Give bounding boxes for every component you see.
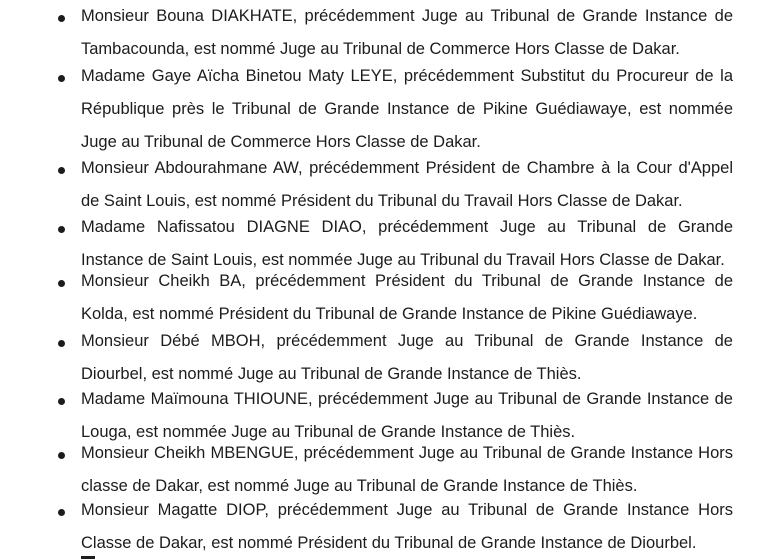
- bullet-icon: [58, 167, 65, 174]
- list-item-text: Madame Nafissatou DIAGNE DIAO, précédemment Juge au Tribunal de Grande Instance de Saint Louis, est nommée Juge au Tribunal du Travail Hors Classe de Dakar.: [81, 218, 733, 269]
- bullet-icon: [58, 452, 65, 459]
- bullet-icon: [58, 398, 65, 405]
- bullet-icon: [58, 75, 65, 82]
- bullet-icon: [58, 226, 65, 233]
- bullet-icon: [58, 15, 65, 22]
- list-item-text: Monsieur Abdourahmane AW, précédemment Président de Chambre à la Cour d'Appel de Saint Louis, est nommé Président du Tribunal du Travail Hors Classe de Dakar.: [81, 159, 733, 210]
- list-item-text: Monsieur Bouna DIAKHATE, précédemment Juge au Tribunal de Grande Instance de Tambacounda, est nommé Juge au Tribunal de Commerce Hors Classe de Dakar.: [81, 7, 733, 58]
- bullet-icon: [58, 280, 65, 287]
- list-item-text: Monsieur Magatte DIOP, précédemment Juge au Tribunal de Grande Instance Hors Classe de Dakar, est nommé Président du Tribunal de Grande Instance de Diourbel.: [81, 501, 733, 552]
- bullet-icon: [58, 509, 65, 516]
- list-item-text: Madame Maïmouna THIOUNE, précédemment Juge au Tribunal de Grande Instance de Louga, est nommée Juge au Tribunal de Grande Instance de Thiès.: [81, 390, 733, 441]
- bullet-icon: [58, 340, 65, 347]
- list-item-text: Monsieur Cheikh MBENGUE, précédemment Juge au Tribunal de Grande Instance Hors classe de Dakar, est nommé Juge au Tribunal de Grande Instance de Thiès.: [81, 444, 733, 495]
- list-item-text: Monsieur Débé MBOH, précédemment Juge au Tribunal de Grande Instance de Diourbel, est nommé Juge au Tribunal de Grande Instance de Thiès.: [81, 332, 733, 383]
- cropped-next-line: [81, 548, 97, 559]
- list-item-text: Monsieur Cheikh BA, précédemment Président du Tribunal de Grande Instance de Kolda, est nommé Président du Tribunal de Grande Instance de Pikine Guédiawaye.: [81, 272, 733, 323]
- list-item-text: Madame Gaye Aïcha Binetou Maty LEYE, précédemment Substitut du Procureur de la République près le Tribunal de Grande Instance de Pikine Guédiawaye, est nommée Juge au Tribunal de Commerce Hors Classe de Dakar.: [81, 67, 733, 151]
